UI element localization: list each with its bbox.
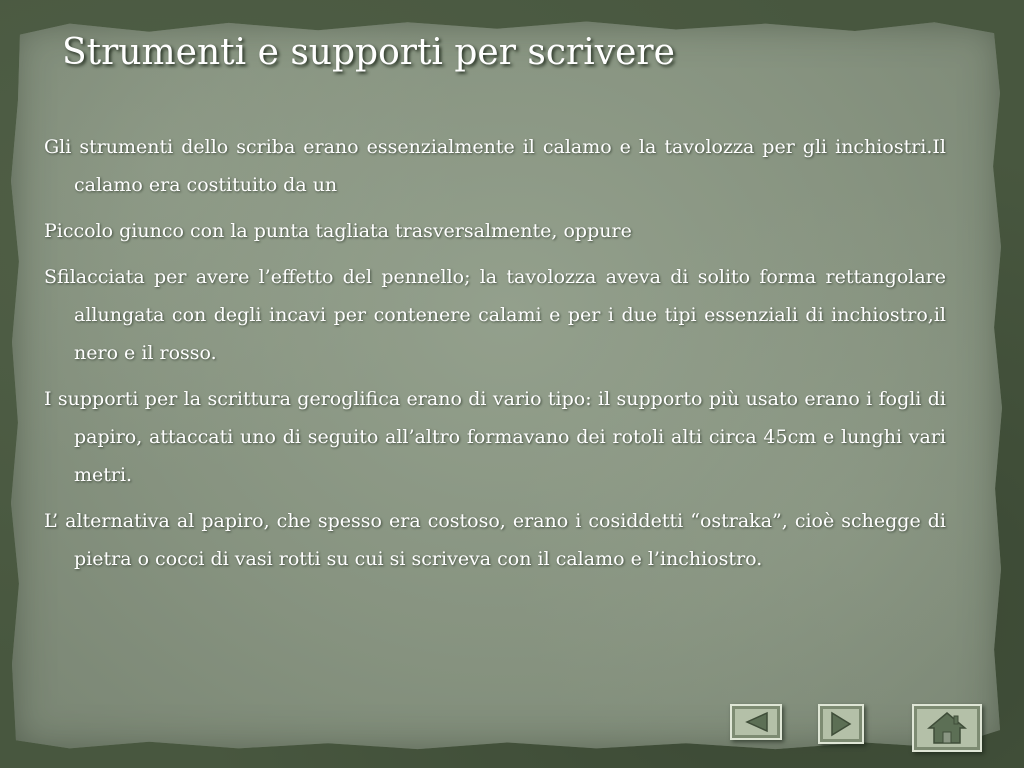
next-slide-button[interactable] bbox=[818, 704, 864, 744]
paragraph-ostraka: L’ alternativa al papiro, che spesso era costoso, erano i cosiddetti “ostraka”, cioè schegge di pietra o cocci di vasi rotti su cui si scriveva con il calamo e l’inchiostro. bbox=[44, 510, 946, 570]
paragraph-giunco: Piccolo giunco con la punta tagliata trasversalmente, oppure bbox=[44, 220, 632, 242]
paragraph-strumenti: Gli strumenti dello scriba erano essenzialmente il calamo e la tavolozza per gli inchiostri.Il calamo era costituito da un bbox=[44, 136, 946, 196]
home-icon bbox=[927, 711, 967, 745]
arrow-left-icon bbox=[743, 711, 769, 733]
paragraph-supporti: I supporti per la scrittura geroglifica erano di vario tipo: il supporto più usato erano i fogli di papiro, attaccati uno di seguito all’altro formavano dei rotoli alti circa 45cm e lunghi vari metri. bbox=[44, 388, 946, 486]
home-button[interactable] bbox=[912, 704, 982, 752]
arrow-right-icon bbox=[829, 711, 853, 737]
slide-body bbox=[44, 128, 946, 586]
slide-title: Strumenti e supporti per scrivere bbox=[62, 32, 675, 73]
previous-slide-button[interactable] bbox=[730, 704, 782, 740]
paragraph-tavolozza: Sfilacciata per avere l’effetto del pennello; la tavolozza aveva di solito forma rettangolare allungata con degli incavi per contenere calami e per i due tipi essenziali di inchiostro,il nero e il rosso. bbox=[44, 266, 946, 364]
